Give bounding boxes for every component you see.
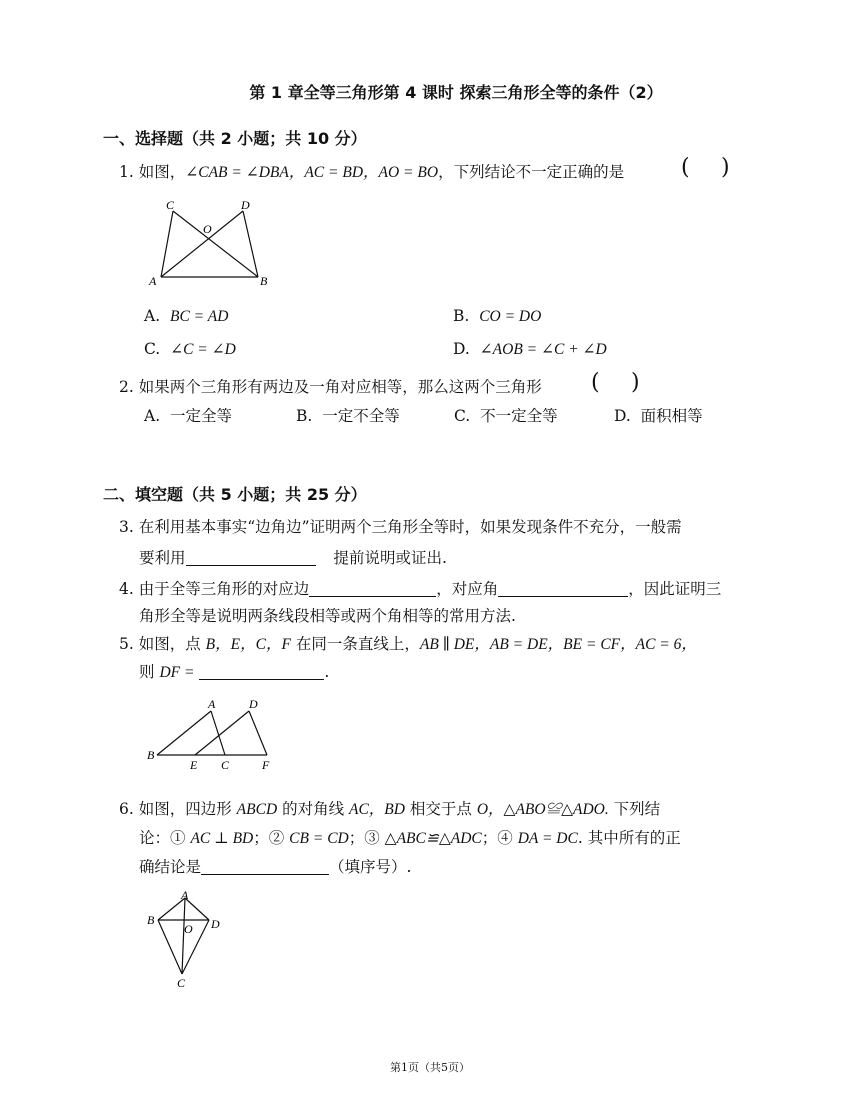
option-d[interactable] [614, 404, 703, 426]
label-f: F [262, 758, 270, 772]
option-text: ∠C = ∠D [170, 341, 236, 358]
segment-da [161, 211, 243, 277]
segment-ac [161, 211, 173, 277]
question-1-stem [119, 160, 624, 182]
label-c: C [221, 758, 230, 772]
option-key: A. [144, 407, 161, 425]
figure-q6 [142, 890, 232, 990]
option-key: C. [144, 340, 161, 358]
math-expression: ABCD [236, 801, 278, 818]
question-text: ；③ [348, 829, 385, 847]
label-a: A [181, 890, 189, 902]
math-expression: B，E，C，F [205, 636, 291, 653]
question-text: . 其中所有的正 [577, 829, 681, 847]
question-4-line-1 [119, 577, 721, 599]
question-text: 角形全等是说明两条线段相等或两个角相等的常用方法. [139, 607, 516, 625]
option-a[interactable] [144, 404, 232, 426]
answer-blank[interactable] [186, 549, 316, 566]
figure-q5 [144, 696, 279, 772]
option-key: D. [453, 340, 470, 358]
question-5-line-2 [139, 660, 329, 682]
label-a: A [149, 274, 157, 288]
page-footer: 第1页（共5页） [390, 1061, 470, 1074]
section-heading-choice: 一、选择题（共 2 小题；共 10 分） [103, 129, 367, 148]
option-text: ∠AOB = ∠C + ∠D [479, 341, 607, 358]
segment-df [249, 711, 267, 755]
math-expression: O，△ABO≌△ADO. [476, 801, 609, 818]
option-text: 面积相等 [640, 407, 703, 425]
option-text: 一定不全等 [322, 407, 400, 425]
question-number: 2. [119, 378, 134, 396]
option-b[interactable] [453, 307, 541, 326]
segment-ad [185, 898, 209, 920]
option-text: 一定全等 [169, 407, 232, 425]
option-key: D. [614, 407, 631, 425]
question-6-line-2 [139, 826, 681, 848]
question-number: 1. [119, 163, 134, 181]
question-text: 相交于点 [404, 800, 477, 818]
option-text: CO = DO [479, 308, 542, 325]
question-2-stem [119, 375, 542, 397]
question-text: 在利用基本事实“边角边”证明两个三角形全等时，如果发现条件不充分，一般需 [138, 518, 682, 536]
question-6-line-1 [119, 797, 660, 819]
question-6-line-3 [139, 855, 411, 877]
option-text: BC = AD [169, 308, 229, 325]
question-text: . [324, 663, 330, 681]
label-b: B [260, 274, 268, 288]
answer-blank[interactable] [309, 580, 436, 597]
math-expression: DA = DC [517, 830, 578, 847]
question-text: ，对应角 [436, 580, 499, 598]
label-c: C [166, 198, 175, 212]
question-text: 如图， [138, 163, 186, 181]
question-text: ；② [253, 829, 290, 847]
label-o: O [203, 222, 212, 236]
option-d[interactable] [453, 340, 607, 359]
option-c[interactable] [144, 340, 236, 359]
section-heading-fill: 二、填空题（共 5 小题；共 25 分） [103, 485, 367, 504]
question-text: （填序号）. [329, 858, 412, 876]
question-number: 5. [119, 635, 134, 653]
label-c: C [177, 976, 186, 990]
question-text: 确结论是 [139, 858, 202, 876]
label-d: D [241, 198, 250, 212]
question-3-line-1 [119, 515, 682, 537]
question-text: 如果两个三角形有两边及一角对应相等，那么这两个三角形 [138, 378, 542, 396]
question-number: 3. [119, 518, 134, 536]
question-text: 则 [139, 663, 160, 681]
figure-q1 [144, 196, 274, 292]
label-o: O [184, 922, 193, 936]
segment-bc [158, 920, 182, 974]
question-text: 如图，点 [138, 635, 206, 653]
math-expression: AC ⊥ BD [190, 830, 254, 847]
answer-paren-close: ) [721, 155, 730, 180]
page-title: 第 1 章全等三角形第 4 课时 探索三角形全等的条件（2） [249, 83, 663, 102]
answer-paren-open: ( [681, 155, 690, 180]
label-a: A [208, 697, 216, 711]
option-a[interactable] [144, 307, 228, 326]
question-text: 要利用 [139, 549, 186, 567]
question-text: 论：① [139, 829, 191, 847]
answer-paren-open: ( [591, 370, 600, 395]
question-text: ，因此证明三 [628, 580, 722, 598]
question-text: 由于全等三角形的对应边 [138, 580, 310, 598]
question-text: 的对角线 [277, 800, 349, 818]
question-3-line-2 [139, 546, 447, 568]
math-expression: AB ∥ DE，AB = DE，BE = CF，AC = 6， [419, 636, 697, 653]
label-e: E [190, 758, 198, 772]
label-b: B [147, 913, 155, 927]
question-text: ；④ [481, 829, 518, 847]
option-key: A. [144, 307, 161, 325]
question-text: 提前说明或证出. [333, 549, 447, 567]
math-expression: CB = CD [289, 830, 349, 847]
option-b[interactable] [296, 404, 400, 426]
option-key: C. [454, 407, 471, 425]
question-number: 4. [119, 580, 134, 598]
label-d: D [249, 697, 258, 711]
option-c[interactable] [454, 404, 558, 426]
question-5-line-1 [119, 632, 697, 654]
question-4-line-2 [139, 604, 516, 626]
question-text: 在同一条直线上， [290, 635, 420, 653]
question-text: 下列结 [608, 800, 661, 818]
math-expression: DF = [159, 664, 195, 681]
answer-blank[interactable] [498, 580, 628, 597]
question-text: 如图，四边形 [138, 800, 237, 818]
option-key: B. [296, 407, 313, 425]
option-key: B. [453, 307, 470, 325]
question-number: 6. [119, 800, 134, 818]
diagonal-ac [182, 898, 185, 974]
answer-blank[interactable] [201, 858, 329, 875]
label-b: B [147, 748, 155, 762]
answer-paren-close: ) [631, 370, 640, 395]
math-expression: AC，BD [349, 801, 405, 818]
math-expression: △ABC≌△ADC [384, 830, 482, 847]
math-expression: ∠CAB = ∠DBA，AC = BD，AO = BO [185, 164, 439, 181]
label-d: D [211, 917, 220, 931]
answer-blank[interactable] [199, 663, 324, 680]
option-text: 不一定全等 [480, 407, 558, 425]
question-text: ，下列结论不一定正确的是 [438, 163, 625, 181]
